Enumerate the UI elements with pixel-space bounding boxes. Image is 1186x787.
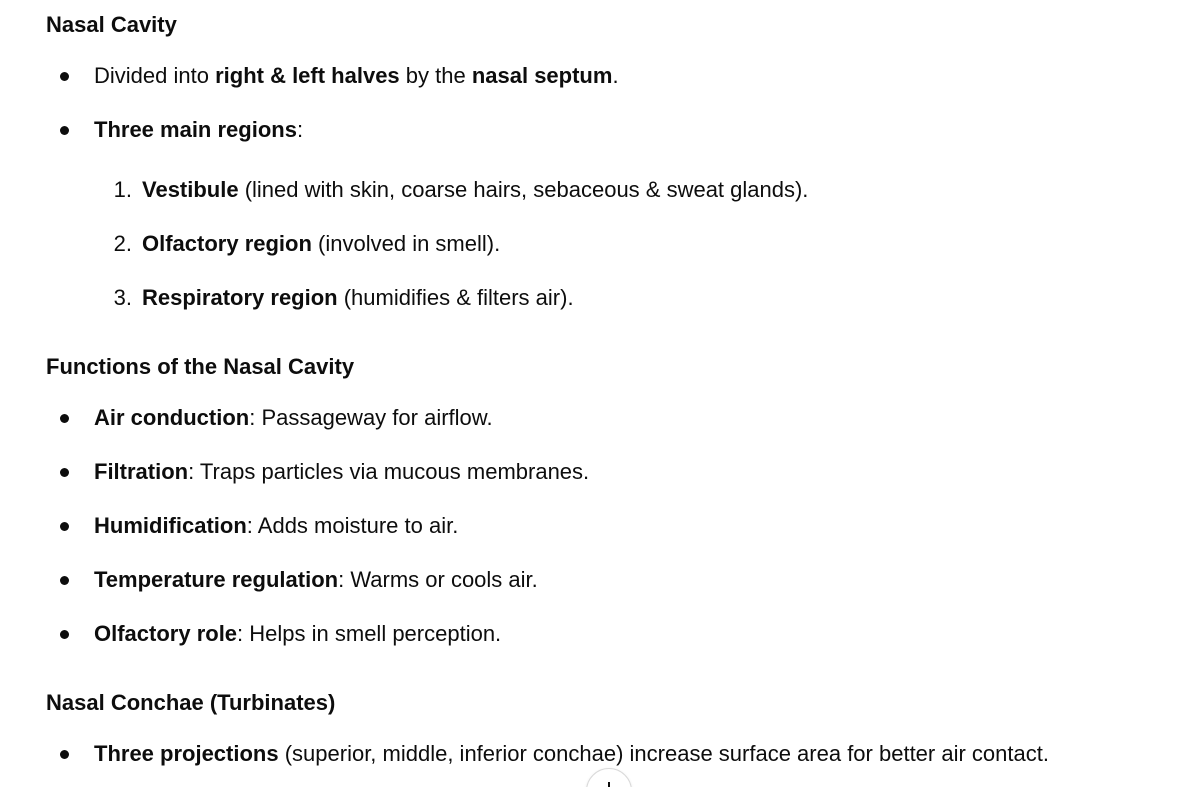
bullet-icon (60, 750, 69, 759)
arrow-down-icon (608, 782, 610, 787)
list-number: 2. (113, 231, 132, 256)
section-heading-functions: Functions of the Nasal Cavity (46, 354, 355, 379)
bullet-icon (60, 522, 69, 531)
section-heading-nasal-conchae: Nasal Conchae (Turbinates) (46, 690, 336, 715)
list-item: Three main regions: (94, 116, 303, 144)
list-item: Air conduction: Passageway for airflow. (94, 404, 493, 432)
bullet-icon (60, 630, 69, 639)
numbered-item: 1. Vestibule (lined with skin, coarse hairs, sebaceous & sweat glands). (142, 176, 808, 204)
list-item: Divided into right & left halves by the nasal septum. (94, 62, 619, 90)
scroll-to-bottom-button[interactable] (586, 768, 632, 787)
list-item: Filtration: Traps particles via mucous membranes. (94, 458, 589, 486)
bullet-icon (60, 576, 69, 585)
bullet-icon (60, 72, 69, 81)
list-item: Olfactory role: Helps in smell perception. (94, 620, 501, 648)
list-item: Humidification: Adds moisture to air. (94, 512, 458, 540)
list-number: 1. (113, 177, 132, 202)
bullet-icon (60, 468, 69, 477)
numbered-item: 3. Respiratory region (humidifies & filters air). (142, 284, 574, 312)
bullet-icon (60, 414, 69, 423)
section-heading-nasal-cavity: Nasal Cavity (46, 12, 177, 37)
list-item: Three projections (superior, middle, inferior conchae) increase surface area for better air contact. (94, 740, 1049, 768)
numbered-item: 2. Olfactory region (involved in smell). (142, 230, 500, 258)
bullet-icon (60, 126, 69, 135)
list-number: 3. (113, 285, 132, 310)
list-item: Temperature regulation: Warms or cools air. (94, 566, 538, 594)
